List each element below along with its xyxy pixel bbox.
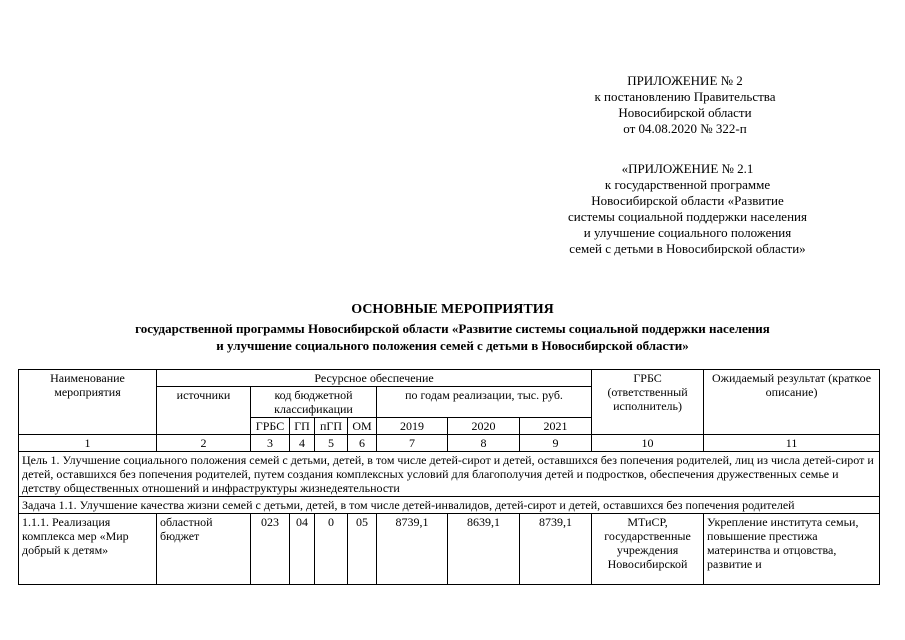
column-number: 10 [592, 435, 704, 452]
header-gp: ГП [290, 418, 315, 435]
measure-amount-2021: 8739,1 [520, 514, 592, 585]
appendix-line: к постановлению Правительства [594, 89, 776, 104]
appendix-line: от 04.08.2020 № 322-п [623, 121, 747, 136]
column-number: 7 [377, 435, 448, 452]
measure-source: областной бюджет [157, 514, 251, 585]
column-number: 6 [348, 435, 377, 452]
appendix-block-program [555, 161, 820, 257]
header-by-years: по годам реализации, тыс. руб. [377, 387, 592, 418]
header-year-2019: 2019 [377, 418, 448, 435]
column-number: 2 [157, 435, 251, 452]
header-sources: источники [157, 387, 251, 435]
column-number: 4 [290, 435, 315, 452]
goal-row [19, 452, 880, 497]
header-resources: Ресурсное обеспечение [157, 370, 592, 387]
header-year-2020: 2020 [448, 418, 520, 435]
column-number-row [19, 435, 880, 452]
appendix-line: к государственной программе [604, 177, 771, 192]
appendix-line: «ПРИЛОЖЕНИЕ № 2.1 [621, 161, 754, 176]
measure-amount-2020: 8639,1 [448, 514, 520, 585]
column-number: 5 [315, 435, 348, 452]
appendix-line: семей с детьми в Новосибирской области» [569, 241, 806, 256]
measure-pgp: 0 [315, 514, 348, 585]
appendix-block-resolution [560, 73, 810, 137]
header-om: ОМ [348, 418, 377, 435]
measure-amount-2019: 8739,1 [377, 514, 448, 585]
measure-gp: 04 [290, 514, 315, 585]
document-title: ОСНОВНЫЕ МЕРОПРИЯТИЯ [351, 302, 554, 317]
measure-om: 05 [348, 514, 377, 585]
appendix-line: Новосибирской области «Развитие [591, 193, 784, 208]
header-name: Наименование мероприятия [19, 370, 157, 435]
header-budget-code: код бюджетной классификации [251, 387, 377, 418]
column-number: 1 [19, 435, 157, 452]
appendix-line: и улучшение социального положения [583, 225, 792, 240]
header-grbs: ГРБС [251, 418, 290, 435]
measure-expected-result: Укрепление института семьи, повышение престижа материнства и отцовства, развитие и [704, 514, 880, 585]
measure-name: 1.1.1. Реализация комплекса мер «Мир добрый к детям» [19, 514, 157, 585]
header-pgp: пГП [315, 418, 348, 435]
appendix-line: системы социальной поддержки населения [568, 209, 807, 224]
column-number: 11 [704, 435, 880, 452]
header-grbs-executor: ГРБС (ответственный исполнитель) [592, 370, 704, 435]
header-row-1 [19, 370, 880, 387]
task-row [19, 497, 880, 514]
measure-executor: МТиСР, государственные учреждения Новосибирской [592, 514, 704, 585]
task-text: Задача 1.1. Улучшение качества жизни семей с детьми, детей, в том числе детей-инвалидов, детей-сирот и детей, оставшихся без попечения родителей [19, 497, 880, 514]
header-year-2021: 2021 [520, 418, 592, 435]
goal-text: Цель 1. Улучшение социального положения семей с детьми, детей, в том числе детей-сирот и детей, оставшихся без попечения родителей, лиц из числа детей-сирот и детей, оставшихся без попечения родителей, путем создания комплексных условий для благополучия детей и подростков, обеспечения дружественных семье и детству общественных отношений и инфраструктуры жизнедеятельности [19, 452, 880, 497]
column-number: 3 [251, 435, 290, 452]
measure-grbs: 023 [251, 514, 290, 585]
column-number: 9 [520, 435, 592, 452]
header-expected-result: Ожидаемый результат (краткое описание) [704, 370, 880, 435]
measures-table [18, 369, 880, 585]
table-row [19, 514, 880, 585]
document-subtitle-line-2: и улучшение социального положения семей с детьми в Новосибирской области» [216, 338, 689, 353]
appendix-line: ПРИЛОЖЕНИЕ № 2 [627, 73, 743, 88]
document-subtitle-line-1: государственной программы Новосибирской области «Развитие системы социальной поддержки населения [135, 321, 770, 336]
appendix-line: Новосибирской области [618, 105, 752, 120]
column-number: 8 [448, 435, 520, 452]
